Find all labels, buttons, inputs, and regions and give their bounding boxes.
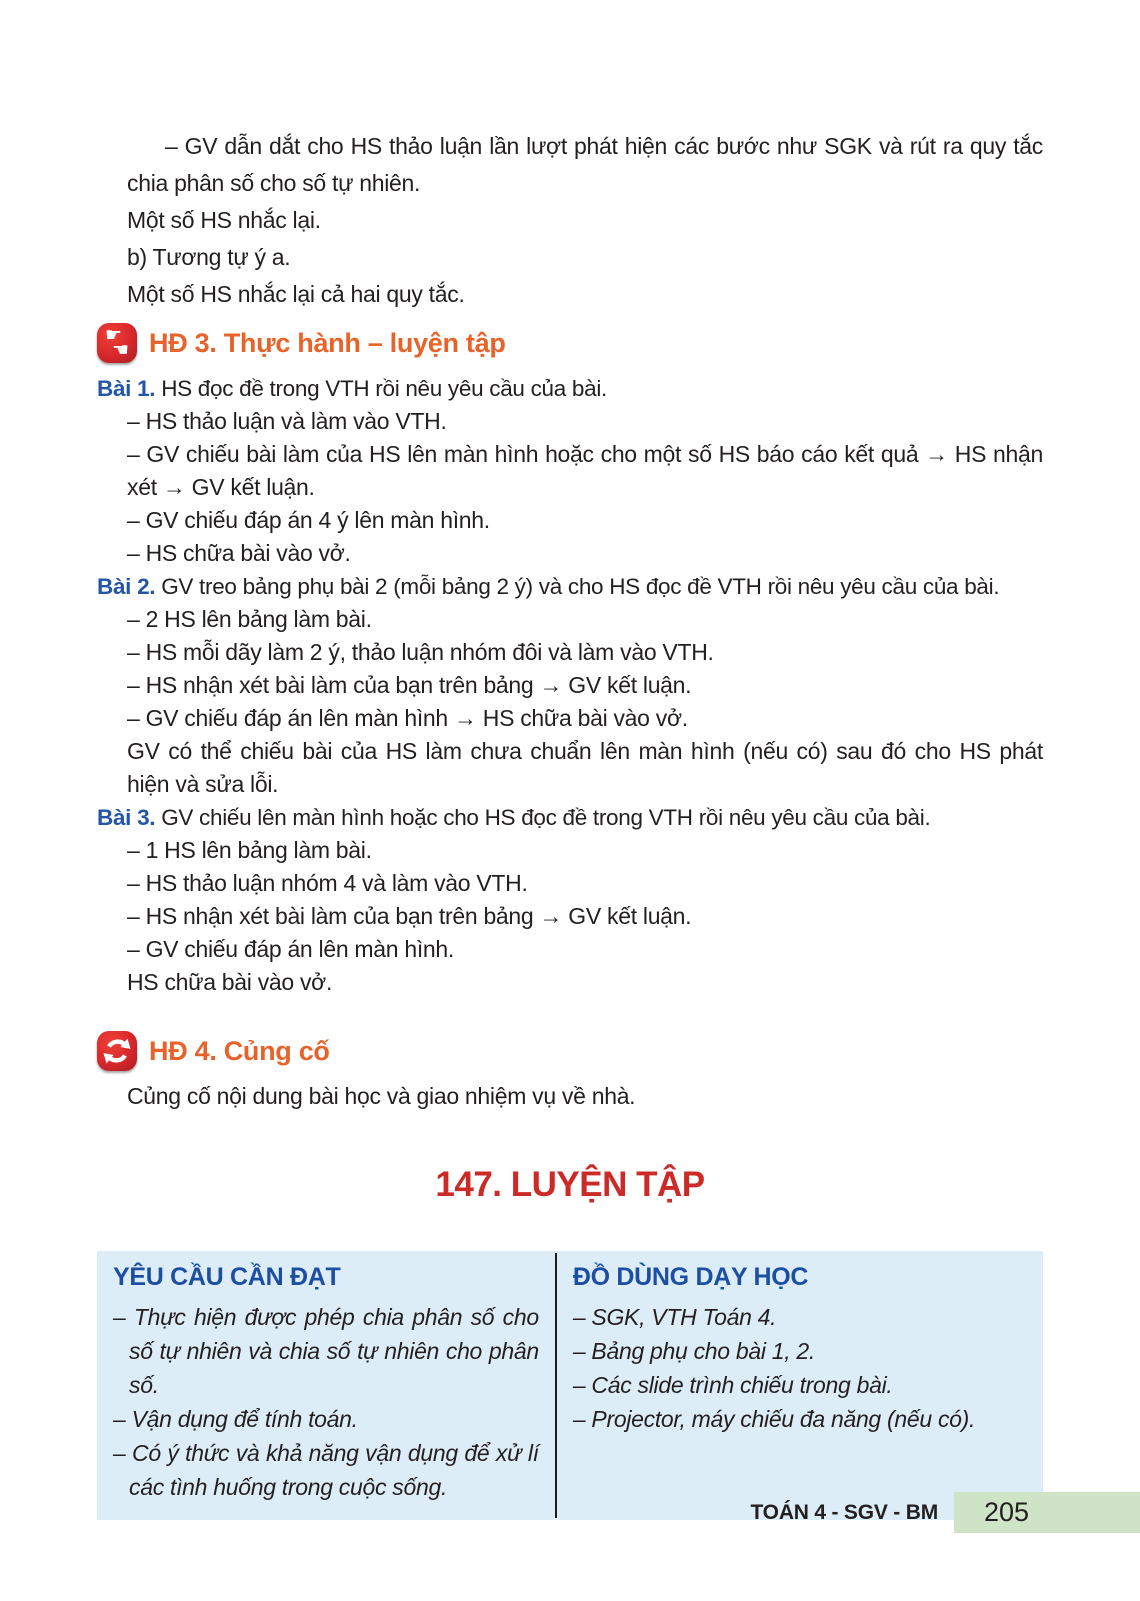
refresh-arrows-icon (97, 1031, 137, 1071)
intro-paragraph-4: Một số HS nhắc lại cả hai quy tắc. (127, 281, 465, 307)
book-title-label: TOÁN 4 - SGV - BM (750, 1500, 938, 1524)
lesson-title: 147. LUYỆN TẬP (435, 1165, 705, 1204)
requirement-item: – Vận dụng để tính toán. (113, 1406, 358, 1432)
activity-4-header (97, 1029, 1043, 1073)
activity-4-text: Củng cố nội dung bài học và giao nhiệm vụ về nhà. (127, 1083, 636, 1109)
page-content (97, 128, 1043, 1520)
bai1-item: – HS chữa bài vào vở. (127, 540, 351, 566)
requirement-item: – Có ý thức và khả năng vận dụng để xử lí các tình huống trong cuộc sống. (113, 1440, 539, 1500)
bai2-item: – GV chiếu đáp án lên màn hình → HS chữa bài vào vở. (127, 705, 688, 731)
intro-paragraph-3: b) Tương tự ý a. (127, 244, 291, 270)
requirements-column (97, 1251, 555, 1520)
bai1-item: – GV chiếu bài làm của HS lên màn hình hoặc cho một số HS báo cáo kết quả → HS nhận xét → GV kết luận. (127, 441, 1043, 500)
bai2-lead-text: GV treo bảng phụ bài 2 (mỗi bảng 2 ý) và cho HS đọc đề VTH rồi nêu yêu cầu của bài. (161, 574, 1000, 599)
material-item: – Bảng phụ cho bài 1, 2. (572, 1338, 816, 1364)
bai1-lead (97, 372, 1043, 405)
bai3-lead (97, 801, 1043, 834)
requirements-header: YÊU CẦU CẦN ĐẠT (113, 1263, 341, 1291)
bai3-item: – GV chiếu đáp án lên màn hình. (127, 936, 454, 962)
material-item: – Projector, máy chiếu đa năng (nếu có). (572, 1406, 976, 1432)
bai2-label: Bài 2. (97, 574, 156, 599)
bai1-label: Bài 1. (97, 376, 156, 401)
page-number-badge: 205 (954, 1492, 1140, 1533)
bai2-lead (97, 570, 1043, 603)
intro-paragraph-1: – GV dẫn dắt cho HS thảo luận lần lượt phát hiện các bước như SGK và rút ra quy tắc chia phân số cho số tự nhiên. (127, 133, 1043, 196)
materials-header: ĐỒ DÙNG DẠY HỌC (572, 1263, 809, 1291)
bai3-item: – 1 HS lên bảng làm bài. (127, 837, 372, 863)
bai1-item: – GV chiếu đáp án 4 ý lên màn hình. (127, 507, 490, 533)
bai2-item: – 2 HS lên bảng làm bài. (127, 606, 372, 632)
material-item: – Các slide trình chiếu trong bài. (572, 1372, 893, 1398)
bai3-label: Bài 3. (97, 805, 156, 830)
bai2-item: – HS mỗi dãy làm 2 ý, thảo luận nhóm đôi và làm vào VTH. (127, 639, 714, 665)
activity-4-title: HĐ 4. Củng cố (149, 1035, 330, 1066)
bai3-lead-text: GV chiếu lên màn hình hoặc cho HS đọc đề trong VTH rồi nêu yêu cầu của bài. (161, 805, 931, 830)
bai2-note: GV có thể chiếu bài của HS làm chưa chuẩn lên màn hình (nếu có) sau đó cho HS phát hiện và sửa lỗi. (127, 738, 1043, 797)
intro-paragraph-2: Một số HS nhắc lại. (127, 207, 321, 233)
hands-practice-icon: ☛ ☚ (97, 323, 137, 363)
bai3-item: – HS thảo luận nhóm 4 và làm vào VTH. (127, 870, 528, 896)
bai1-lead-text: HS đọc đề trong VTH rồi nêu yêu cầu của bài. (161, 376, 607, 401)
requirement-item: – Thực hiện được phép chia phân số cho số tự nhiên và chia số tự nhiên cho phân số. (113, 1304, 539, 1398)
page-footer (750, 1492, 1140, 1533)
bai3-item: – HS nhận xét bài làm của bạn trên bảng → GV kết luận. (127, 903, 692, 929)
activity-3-title: HĐ 3. Thực hành – luyện tập (149, 327, 506, 358)
material-item: – SGK, VTH Toán 4. (572, 1304, 777, 1330)
requirements-table (97, 1251, 1043, 1520)
activity-3-header (97, 321, 1043, 365)
bai3-item: HS chữa bài vào vở. (127, 969, 333, 995)
bai2-item: – HS nhận xét bài làm của bạn trên bảng → GV kết luận. (127, 672, 692, 698)
bai1-item: – HS thảo luận và làm vào VTH. (127, 408, 447, 434)
materials-column (557, 1251, 1043, 1520)
